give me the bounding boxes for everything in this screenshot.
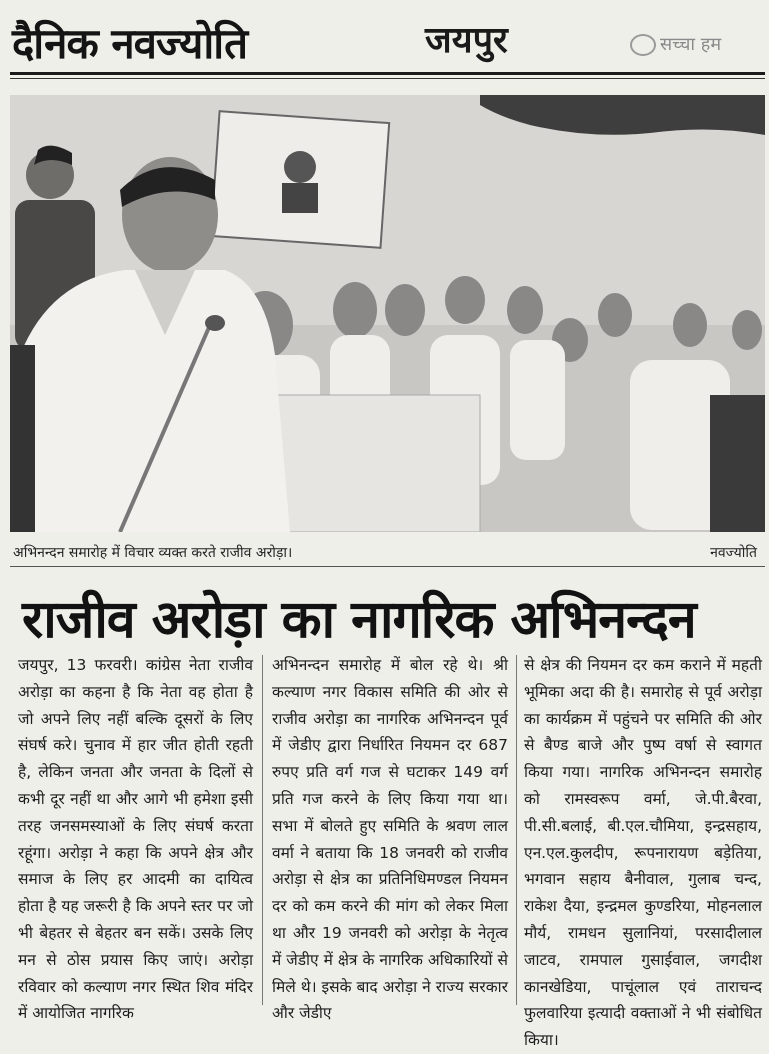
logo-text: सच्चा हम	[660, 34, 722, 55]
photo-caption: अभिनन्दन समारोह में विचार व्यक्त करते राजीव अरोड़ा।	[13, 545, 293, 561]
article-column-3	[524, 652, 762, 1054]
photo-illustration	[10, 95, 765, 532]
caption-rule	[10, 566, 765, 567]
newspaper-logo	[630, 32, 721, 56]
photo-credit: नवज्योति	[710, 545, 757, 561]
edition-city: जयपुर	[425, 20, 508, 61]
logo-icon	[630, 34, 656, 56]
masthead-rule	[10, 72, 765, 75]
column-divider	[516, 655, 517, 1005]
column-2-text: अभिनन्दन समारोह में बोल रहे थे। श्री कल्याण नगर विकास समिति की ओर से राजीव अरोड़ा का नागरिक अभिनन्दन पूर्व में जेडीए द्वारा निर्धारित नियमन दर 687 रुपए प्रति वर्ग गज से घटाकर 149 वर्ग प्रति गज करने के लिए किया गया था। सभा में बोलते हुए समिति के श्रवण लाल वर्मा ने बताया कि 18 जनवरी को राजीव अरोड़ा से क्षेत्र का प्रतिनिधिमण्डल नियमन दर को कम करने की मांग को लेकर मिला था और 19 जनवरी को अरोड़ा के नेतृत्व में जेडीए में क्षेत्र के नागरिक अधिकारियों से मिले थे। इसके बाद अरोड़ा ने राज्य सरकार और जेडीए	[272, 656, 508, 1023]
masthead	[0, 0, 769, 82]
column-divider	[262, 655, 263, 1005]
newspaper-name: दैनिक नवज्योति	[12, 19, 248, 68]
column-1-text: जयपुर, 13 फरवरी। कांग्रेस नेता राजीव अरोड़ा का कहना है कि नेता वह होता है जो अपने लिए नहीं बल्कि दूसरों के लिए संघर्ष करे। चुनाव में हार जीत होती रहती है, लेकिन जनता और जनता के दिलों से कभी दूर नहीं था और आगे भी हमेशा इसी तरह जनसमस्याओं के लिए संघर्ष करता रहूंगा। अरोड़ा ने कहा कि अपने क्षेत्र और समाज के लिए हर आदमी का दायित्व होता है यह जरूरी है कि अपने स्तर पर जो भी बेहतर से बेहतर बन सकें। उसके लिए मन से ठोस प्रयास किए जाएं। अरोड़ा रविवार को कल्याण नगर स्थित शिव मंदिर में आयोजित नागरिक	[18, 656, 253, 1023]
article-column-1	[18, 652, 253, 1027]
masthead-rule-thin	[10, 78, 765, 79]
column-3-text: से क्षेत्र की नियमन दर कम कराने में महती भूमिका अदा की है। समारोह से पूर्व अरोड़ा का कार्यक्रम में पहुंचने पर समिति की ओर से बैण्ड बाजे और पुष्प वर्षा से स्वागत किया गया। नागरिक अभिनन्दन समारोह को रामस्वरूप वर्मा, जे.पी.बैरवा, पी.सी.बलाई, बी.एल.चौमिया, इन्द्रसहाय, एन.एल.कुलदीप, रूपनारायण बड़ेतिया, भगवान सहाय बैनीवाल, गुलाब चन्द, राकेश दैया, इन्द्रमल कुण्डरिया, मोहनलाल मौर्य, रामधन सुलानियां, परसादीलाल जाटव, रामपाल गुसाईवाल, जगदीश कानखेडिया, पाचूंलाल एवं ताराचन्द फुलवारिया इत्यादी वक्ताओं ने भी संबोधित किया।	[524, 656, 762, 1050]
article-column-2	[272, 652, 508, 1027]
news-photo	[10, 95, 765, 532]
article-headline: राजीव अरोड़ा का नागरिक अभिनन्दन	[22, 590, 696, 650]
